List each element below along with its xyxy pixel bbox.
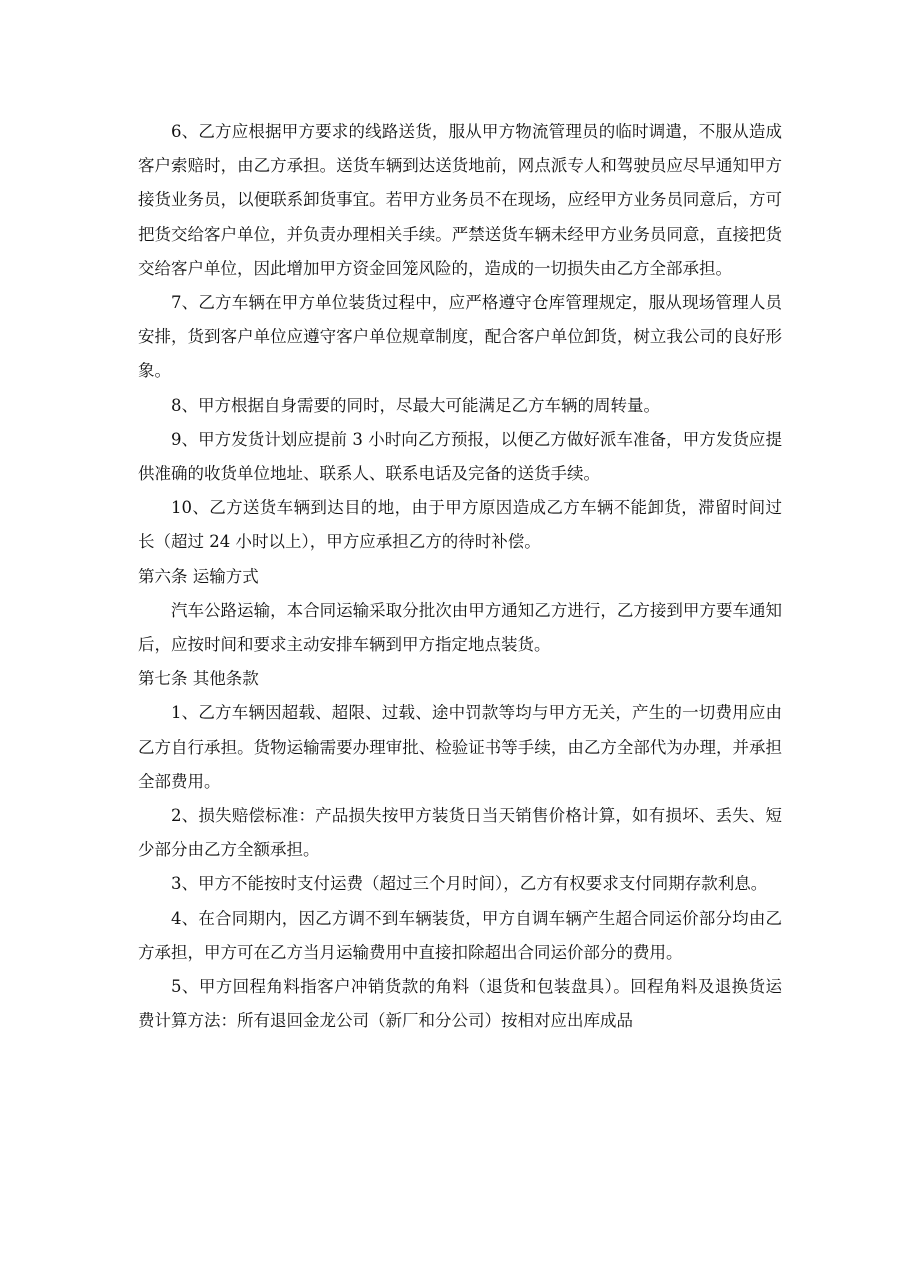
clause-6-paragraph: 6、乙方应根据甲方要求的线路送货，服从甲方物流管理员的临时调遣，不服从造成客户索赔时，由乙方承担。送货车辆到达送货地前，网点派专人和驾驶员应尽早通知甲方接货业务员，以便联系卸货事宜。若甲方业务员不在现场，应经甲方业务员同意后，方可把货交给客户单位，并负责办理相关手续。严禁送货车辆未经甲方业务员同意，直接把货交给客户单位，因此增加甲方资金回笼风险的，造成的一切损失由乙方全部承担。 xyxy=(138,122,782,278)
clause-7-paragraph: 7、乙方车辆在甲方单位装货过程中，应严格遵守仓库管理规定，服从现场管理人员安排，货到客户单位应遵守客户单位规章制度，配合客户单位卸货，树立我公司的良好形象。 xyxy=(138,293,782,381)
article-7-clause-3-paragraph: 3、甲方不能按时支付运费（超过三个月时间），乙方有权要求支付同期存款利息。 xyxy=(171,874,768,894)
article-7-clause-5-paragraph: 5、甲方回程角料指客户冲销货款的角料（退货和包装盘具）。回程角料及退换货运费计算方法：所有退回金龙公司（新厂和分公司）按相对应出库成品 xyxy=(138,977,782,1031)
article-7-clause-2-paragraph: 2、损失赔偿标准：产品损失按甲方装货日当天销售价格计算，如有损坏、丢失、短少部分由乙方全额承担。 xyxy=(138,806,782,860)
article-7-clause-4-paragraph: 4、在合同期内，因乙方调不到车辆装货，甲方自调车辆产生超合同运价部分均由乙方承担，甲方可在乙方当月运输费用中直接扣除超出合同运价部分的费用。 xyxy=(138,908,782,962)
clause-9-paragraph: 9、甲方发货计划应提前 3 小时向乙方预报，以便乙方做好派车准备，甲方发货应提供准确的收货单位地址、联系人、联系电话及完备的送货手续。 xyxy=(138,429,782,484)
contract-text-body xyxy=(138,115,782,1038)
article-6-paragraph: 汽车公路运输，本合同运输采取分批次由甲方通知乙方进行，乙方接到甲方要车通知后，应按时间和要求主动安排车辆到甲方指定地点装货。 xyxy=(138,600,782,655)
article-7-clause-1-paragraph: 1、乙方车辆因超载、超限、过载、途中罚款等均与甲方无关，产生的一切费用应由乙方自行承担。货物运输需要办理审批、检验证书等手续，由乙方全部代为办理，并承担全部费用。 xyxy=(138,703,782,791)
clause-8-paragraph: 8、甲方根据自身需要的同时，尽最大可能满足乙方车辆的周转量。 xyxy=(171,395,660,415)
article-7-heading: 第七条 其他条款 xyxy=(138,669,259,689)
article-6-heading: 第六条 运输方式 xyxy=(138,566,259,586)
clause-10-paragraph: 10、乙方送货车辆到达目的地，由于甲方原因造成乙方车辆不能卸货，滞留时间过长（超过 24 小时以上），甲方应承担乙方的待时补偿。 xyxy=(138,498,782,552)
